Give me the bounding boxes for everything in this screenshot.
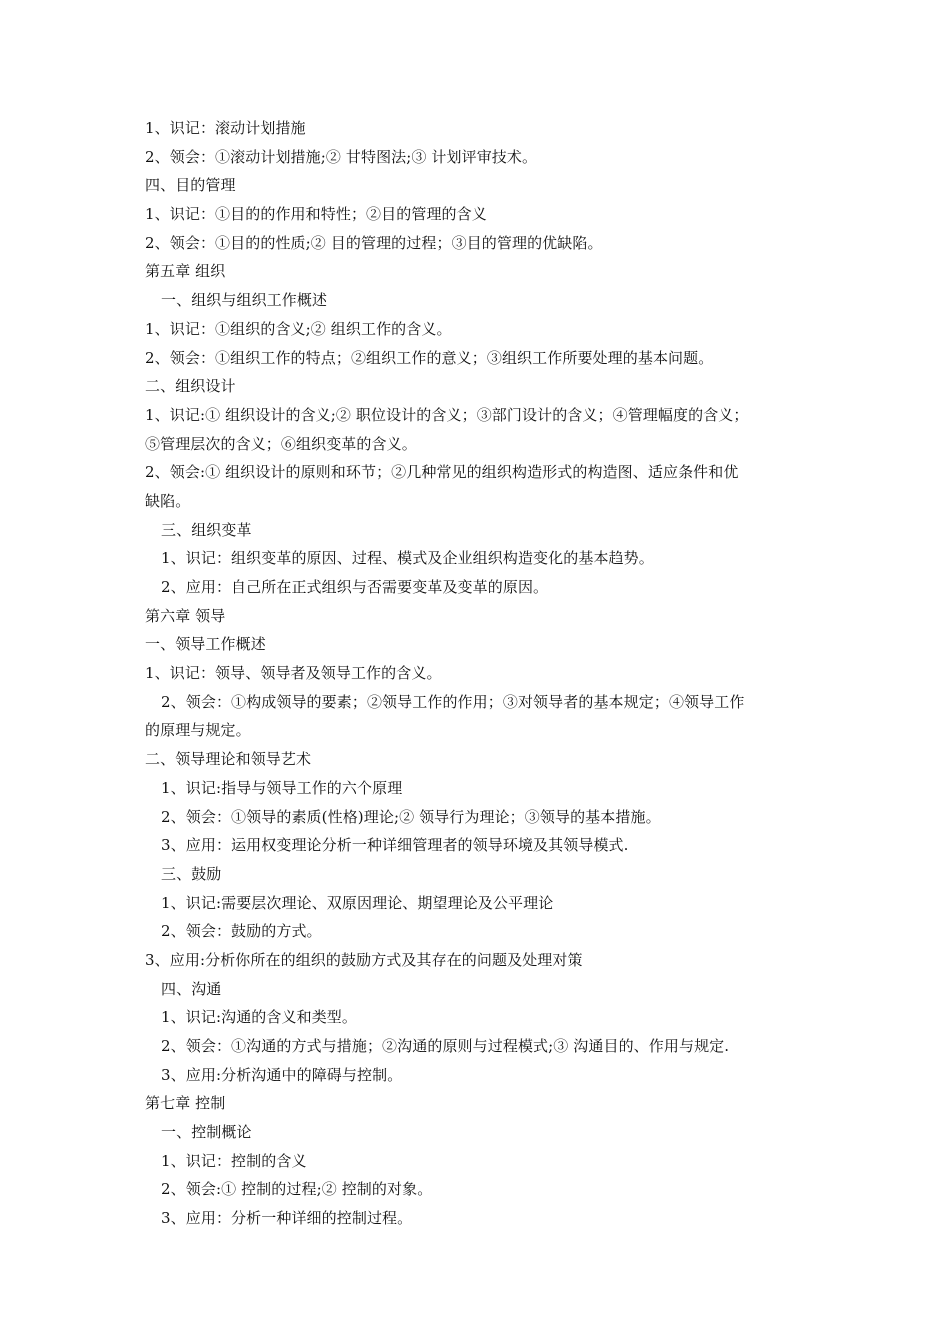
- text-line: 2、领会：①构成领导的要素；②领导工作的作用；③对领导者的基本规定；④领导工作: [161, 692, 745, 711]
- text-line: 3、应用:分析沟通中的障碍与控制。: [161, 1065, 403, 1084]
- text-line: 2、领会：①目的的性质;② 目的管理的过程；③目的管理的优缺陷。: [145, 233, 603, 252]
- text-line: 2、领会:① 控制的过程;② 控制的对象。: [161, 1180, 433, 1199]
- text-line: 3、应用：运用权变理论分析一种详细管理者的领导环境及其领导模式.: [161, 836, 629, 855]
- text-line: 三、鼓励: [161, 864, 222, 883]
- text-line: 1、识记：控制的含义: [161, 1151, 307, 1170]
- text-line: 1、识记：①组织的含义;② 组织工作的含义。: [145, 319, 452, 338]
- text-line: 2、领会：①滚动计划措施;② 甘特图法;③ 计划评审技术。: [145, 147, 538, 166]
- text-line: 1、识记：组织变革的原因、过程、模式及企业组织构造变化的基本趋势。: [161, 549, 654, 568]
- text-line: 一、控制概论: [161, 1123, 252, 1142]
- text-line: 2、领会：①沟通的方式与措施；②沟通的原则与过程模式;③ 沟通目的、作用与规定.: [161, 1037, 730, 1055]
- text-line: 第七章 控制: [145, 1094, 226, 1113]
- text-line: 缺陷。: [145, 491, 191, 510]
- text-line: 3、应用:分析你所在的组织的鼓励方式及其存在的问题及处理对策: [145, 950, 583, 969]
- text-line: 1、识记:需要层次理论、双原因理论、期望理论及公平理论: [161, 893, 554, 912]
- text-line: 二、组织设计: [145, 377, 236, 396]
- text-line: 一、领导工作概述: [145, 635, 266, 654]
- text-line: 2、领会：①领导的素质(性格)理论;② 领导行为理论；③领导的基本措施。: [161, 807, 661, 826]
- text-line: 2、应用：自己所在正式组织与否需要变革及变革的原因。: [161, 578, 549, 596]
- text-line: 二、领导理论和领导艺术: [145, 750, 312, 769]
- text-line: 2、领会：鼓励的方式。: [161, 922, 322, 941]
- text-line: 四、目的管理: [145, 176, 236, 195]
- text-line: 2、领会:① 组织设计的原则和环节；②几种常见的组织构造形式的构造图、适应条件和优: [145, 463, 739, 482]
- text-line: 1、识记：领导、领导者及领导工作的含义。: [145, 664, 442, 683]
- text-line: 1、识记:沟通的含义和类型。: [161, 1008, 357, 1027]
- text-line: 三、组织变革: [161, 520, 252, 539]
- text-line: 3、应用：分析一种详细的控制过程。: [161, 1209, 413, 1228]
- text-line: 1、识记：滚动计划措施: [145, 119, 306, 137]
- text-line: 2、领会：①组织工作的特点；②组织工作的意义；③组织工作所要处理的基本问题。: [145, 348, 714, 367]
- text-line: 1、识记:① 组织设计的含义;② 职位设计的含义；③部门设计的含义；④管理幅度的含义；: [145, 405, 749, 424]
- text-line: 第六章 领导: [145, 606, 226, 625]
- text-line: 第五章 组织: [145, 262, 226, 281]
- text-line: 1、识记：①目的的作用和特性；②目的管理的含义: [145, 205, 487, 224]
- text-line: 的原理与规定。: [145, 721, 251, 740]
- text-line: 一、组织与组织工作概述: [161, 291, 328, 310]
- text-line: 四、沟通: [161, 979, 222, 998]
- document-body: [145, 114, 820, 1233]
- text-line: 1、识记:指导与领导工作的六个原理: [161, 778, 403, 797]
- text-line: ⑤管理层次的含义；⑥组织变革的含义。: [145, 434, 417, 453]
